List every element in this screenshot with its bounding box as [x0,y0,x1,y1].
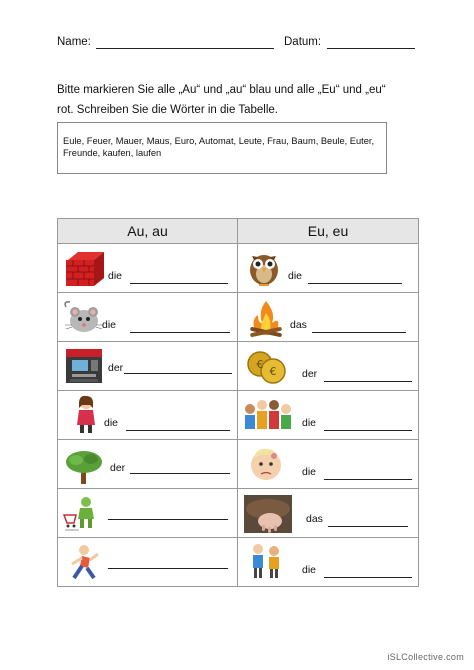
walking-people-icon [244,542,288,580]
instruction-line-2: rot. Schreiben Sie die Wörter in die Tabelle. [57,104,278,116]
running-person-icon [62,544,106,582]
answer-blank[interactable] [130,283,228,284]
footer-watermark: iSLCollective.com [387,652,464,662]
article-label: das [290,319,307,331]
article-label: die [104,417,119,429]
article-label: der [302,368,318,380]
date-field[interactable] [327,48,415,49]
table-row [58,293,419,342]
tree-icon [62,448,106,486]
answer-blank[interactable] [126,430,230,431]
column-header-au: Au, au [58,219,238,244]
group-of-friends-icon [242,395,294,433]
article-label: die [302,466,317,478]
bruised-face-icon [244,446,288,484]
answer-blank[interactable] [130,473,230,474]
article-label: die [302,417,317,429]
instructions [57,80,427,120]
answer-blank[interactable] [324,430,412,431]
mouse-icon [62,299,106,337]
euro-coins-icon [244,348,288,386]
table-row [58,342,419,391]
article-label: die [108,270,123,282]
table-row [58,538,419,587]
article-label: die [288,270,303,282]
table-row [58,489,419,538]
word-list-box [57,122,387,174]
answer-blank[interactable] [312,332,406,333]
woman-icon [64,395,108,433]
svg-text:€: € [256,358,264,371]
article-label: der [108,362,124,374]
article-label: der [110,462,126,474]
instruction-line-1: Bitte markieren Sie alle „Au“ und „au“ blau und alle „Eu“ und „eu“ [57,84,386,96]
table-row [58,244,419,293]
answer-blank[interactable] [130,332,230,333]
table-row [58,391,419,440]
answer-blank[interactable] [328,526,408,527]
word-list-line-1: Eule, Feuer, Mauer, Maus, Euro, Automat, Leute, Frau, Baum, Beule, Euter, [63,136,375,146]
name-field[interactable] [96,48,274,49]
article-label: die [302,564,317,576]
brick-wall-icon [62,250,106,288]
shopping-person-icon [62,495,106,533]
campfire-icon [244,299,288,337]
owl-icon [242,248,286,286]
article-label: das [306,513,323,525]
word-table [57,218,419,587]
column-header-eu: Eu, eu [238,219,419,244]
answer-blank[interactable] [108,568,228,569]
atm-machine-icon [62,347,106,385]
answer-blank[interactable] [324,381,412,382]
name-label: Name: [57,36,91,48]
answer-blank[interactable] [324,479,412,480]
answer-blank[interactable] [308,283,402,284]
article-label: die [102,319,117,331]
date-label: Datum: [284,36,322,48]
answer-blank[interactable] [124,373,232,374]
answer-blank[interactable] [108,519,228,520]
cow-udder-icon [244,495,292,533]
answer-blank[interactable] [324,577,412,578]
svg-text:€: € [269,365,277,378]
table-row [58,440,419,489]
word-list-line-2: Freunde, kaufen, laufen [63,148,162,158]
